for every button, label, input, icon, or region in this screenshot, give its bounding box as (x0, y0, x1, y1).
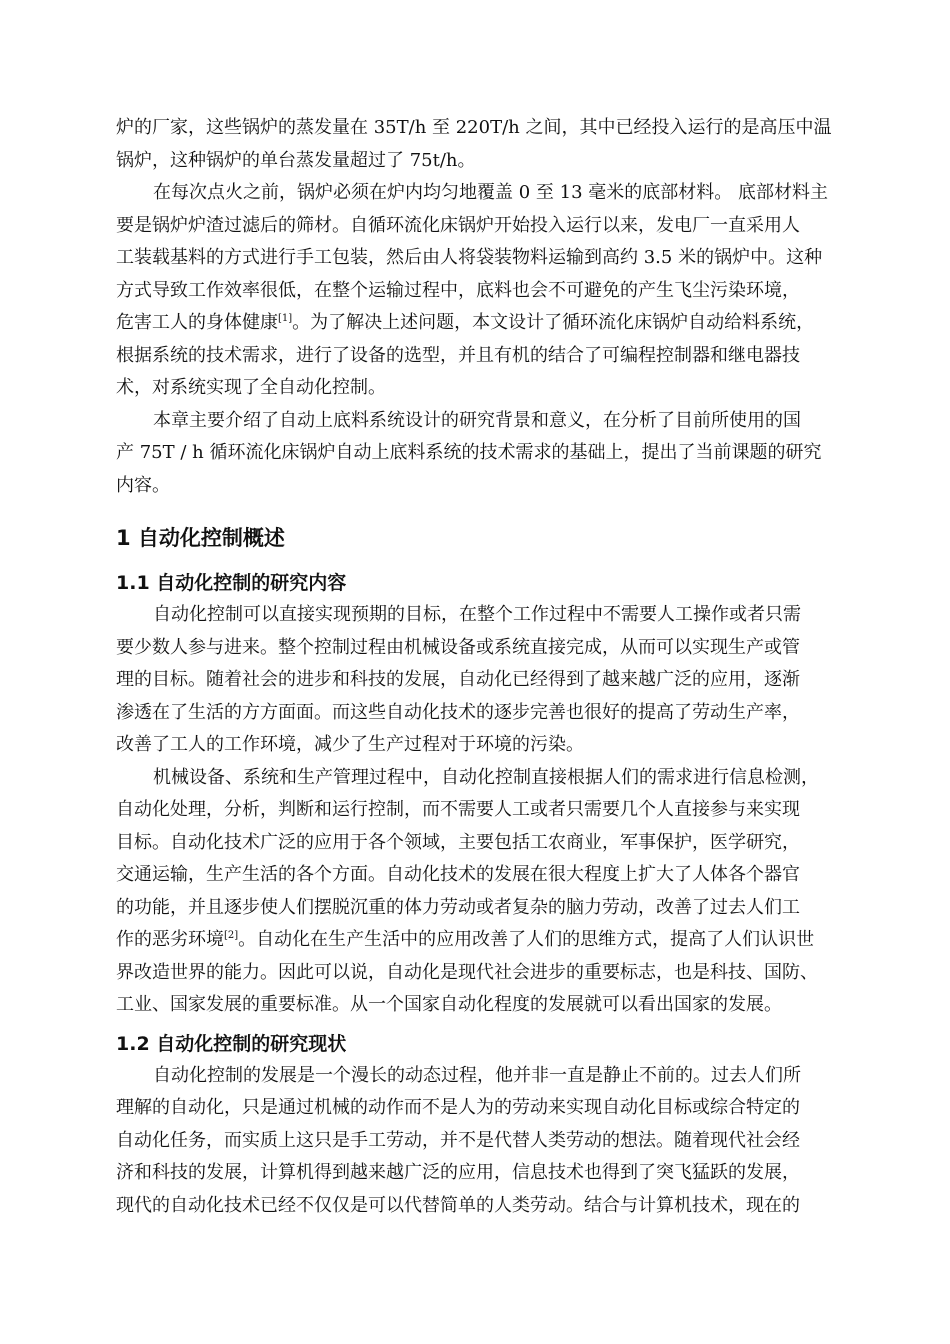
section-heading-1-1: 1.1 自动化控制的研究内容 (116, 572, 347, 594)
chapter-heading: 1 自动化控制概述 (116, 526, 285, 550)
citation-ref: [2] (224, 930, 239, 941)
text-line: 内容。 (116, 474, 170, 496)
text-line: 工业、国家发展的重要标准。从一个国家自动化程度的发展就可以看出国家的发展。 (116, 994, 782, 1015)
text-line: 方式导致工作效率很低，在整个运输过程中，底料也会不可避免的产生飞尘污染环境， (116, 279, 800, 301)
text-line: 理解的自动化，只是通过机械的动作而不是人为的劳动来实现自动化目标或综合特定的 (116, 1097, 800, 1118)
intro-paragraph-2 (116, 177, 860, 405)
text-line: 济和科技的发展，计算机得到越来越广泛的应用，信息技术也得到了突飞猛跃的发展， (116, 1162, 800, 1183)
text-line: 产 75T / h 循环流化床锅炉自动上底料系统的技术需求的基础上，提出了当前课题的研究 (116, 442, 822, 463)
text-segment: 。自动化在生产生活中的应用改善了人们的思维方式，提高了人们认识世 (238, 929, 815, 950)
text-line: 界改造世界的能力。因此可以说，自动化是现代社会进步的重要标志，也是科技、国防、 (116, 961, 818, 983)
text-line: 机械设备、系统和生产管理过程中，自动化控制直接根据人们的需求进行信息检测， (153, 766, 819, 788)
text-line: 目标。自动化技术广泛的应用于各个领域，主要包括工农商业，军事保护，医学研究， (116, 831, 800, 853)
text-line: 改善了工人的工作环境，减少了生产过程对于环境的污染。 (116, 734, 584, 755)
text-line: 的功能，并且逐步使人们摆脱沉重的体力劳动或者复杂的脑力劳动，改善了过去人们工 (116, 896, 800, 918)
section-1-1-paragraph-1 (116, 599, 860, 762)
citation-ref: [1] (278, 313, 293, 324)
text-line: 要少数人参与进来。整个控制过程由机械设备或系统直接完成，从而可以实现生产或管 (116, 636, 800, 658)
text-line: 术，对系统实现了全自动化控制。 (116, 377, 386, 398)
text-line: 要是锅炉炉渣过滤后的筛材。自循环流化床锅炉开始投入运行以来，发电厂一直采用人 (116, 214, 800, 236)
section-1-1-paragraph-2 (116, 762, 860, 1022)
text-line: 锅炉，这种锅炉的单台蒸发量超过了 75t/h。 (116, 149, 476, 171)
text-line: 自动化控制可以直接实现预期的目标，在整个工作过程中不需要人工操作或者只需 (153, 604, 801, 625)
text-line (116, 924, 860, 957)
text-line: 本章主要介绍了自动上底料系统设计的研究背景和意义，在分析了目前所使用的国 (153, 409, 801, 431)
text-line: 工装载基料的方式进行手工包装，然后由人将袋装物料运输到高约 3.5 米的锅炉中。这种 (116, 247, 823, 268)
intro-paragraph-1 (116, 112, 860, 177)
section-1-2-paragraph-1 (116, 1060, 860, 1223)
text-segment: 。为了解决上述问题，本文设计了循环流化床锅炉自动给料系统， (292, 312, 815, 333)
text-line: 理的目标。随着社会的进步和科技的发展，自动化已经得到了越来越广泛的应用，逐渐 (116, 669, 800, 690)
text-line: 炉的厂家，这些锅炉的蒸发量在 35T/h 至 220T/h 之间，其中已经投入运行的是高压中温 (116, 117, 832, 138)
text-line: 交通运输，生产生活的各个方面。自动化技术的发展在很大程度上扩大了人体各个器官 (116, 864, 800, 885)
text-line: 渗透在了生活的方方面面。而这些自动化技术的逐步完善也很好的提高了劳动生产率， (116, 701, 800, 723)
text-line: 自动化任务，而实质上这只是手工劳动，并不是代替人类劳动的想法。随着现代社会经 (116, 1129, 800, 1151)
text-segment: 危害工人的身体健康 (116, 312, 278, 333)
text-line: 根据系统的技术需求，进行了设备的选型，并且有机的结合了可编程控制器和继电器技 (116, 344, 800, 366)
intro-paragraph-3 (116, 405, 860, 503)
document-body (116, 112, 860, 1222)
text-line: 自动化控制的发展是一个漫长的动态过程，他并非一直是静止不前的。过去人们所 (153, 1064, 801, 1086)
text-line: 现代的自动化技术已经不仅仅是可以代替简单的人类劳动。结合与计算机技术，现在的 (116, 1194, 800, 1216)
section-heading-1-2: 1.2 自动化控制的研究现状 (116, 1032, 347, 1055)
text-line (116, 307, 860, 340)
text-segment: 作的恶劣环境 (116, 929, 224, 950)
text-line: 自动化处理，分析，判断和运行控制，而不需要人工或者只需要几个人直接参与来实现 (116, 799, 800, 820)
text-line: 在每次点火之前，锅炉必须在炉内均匀地覆盖 0 至 13 毫米的底部材料。 底部材料主 (153, 182, 828, 203)
